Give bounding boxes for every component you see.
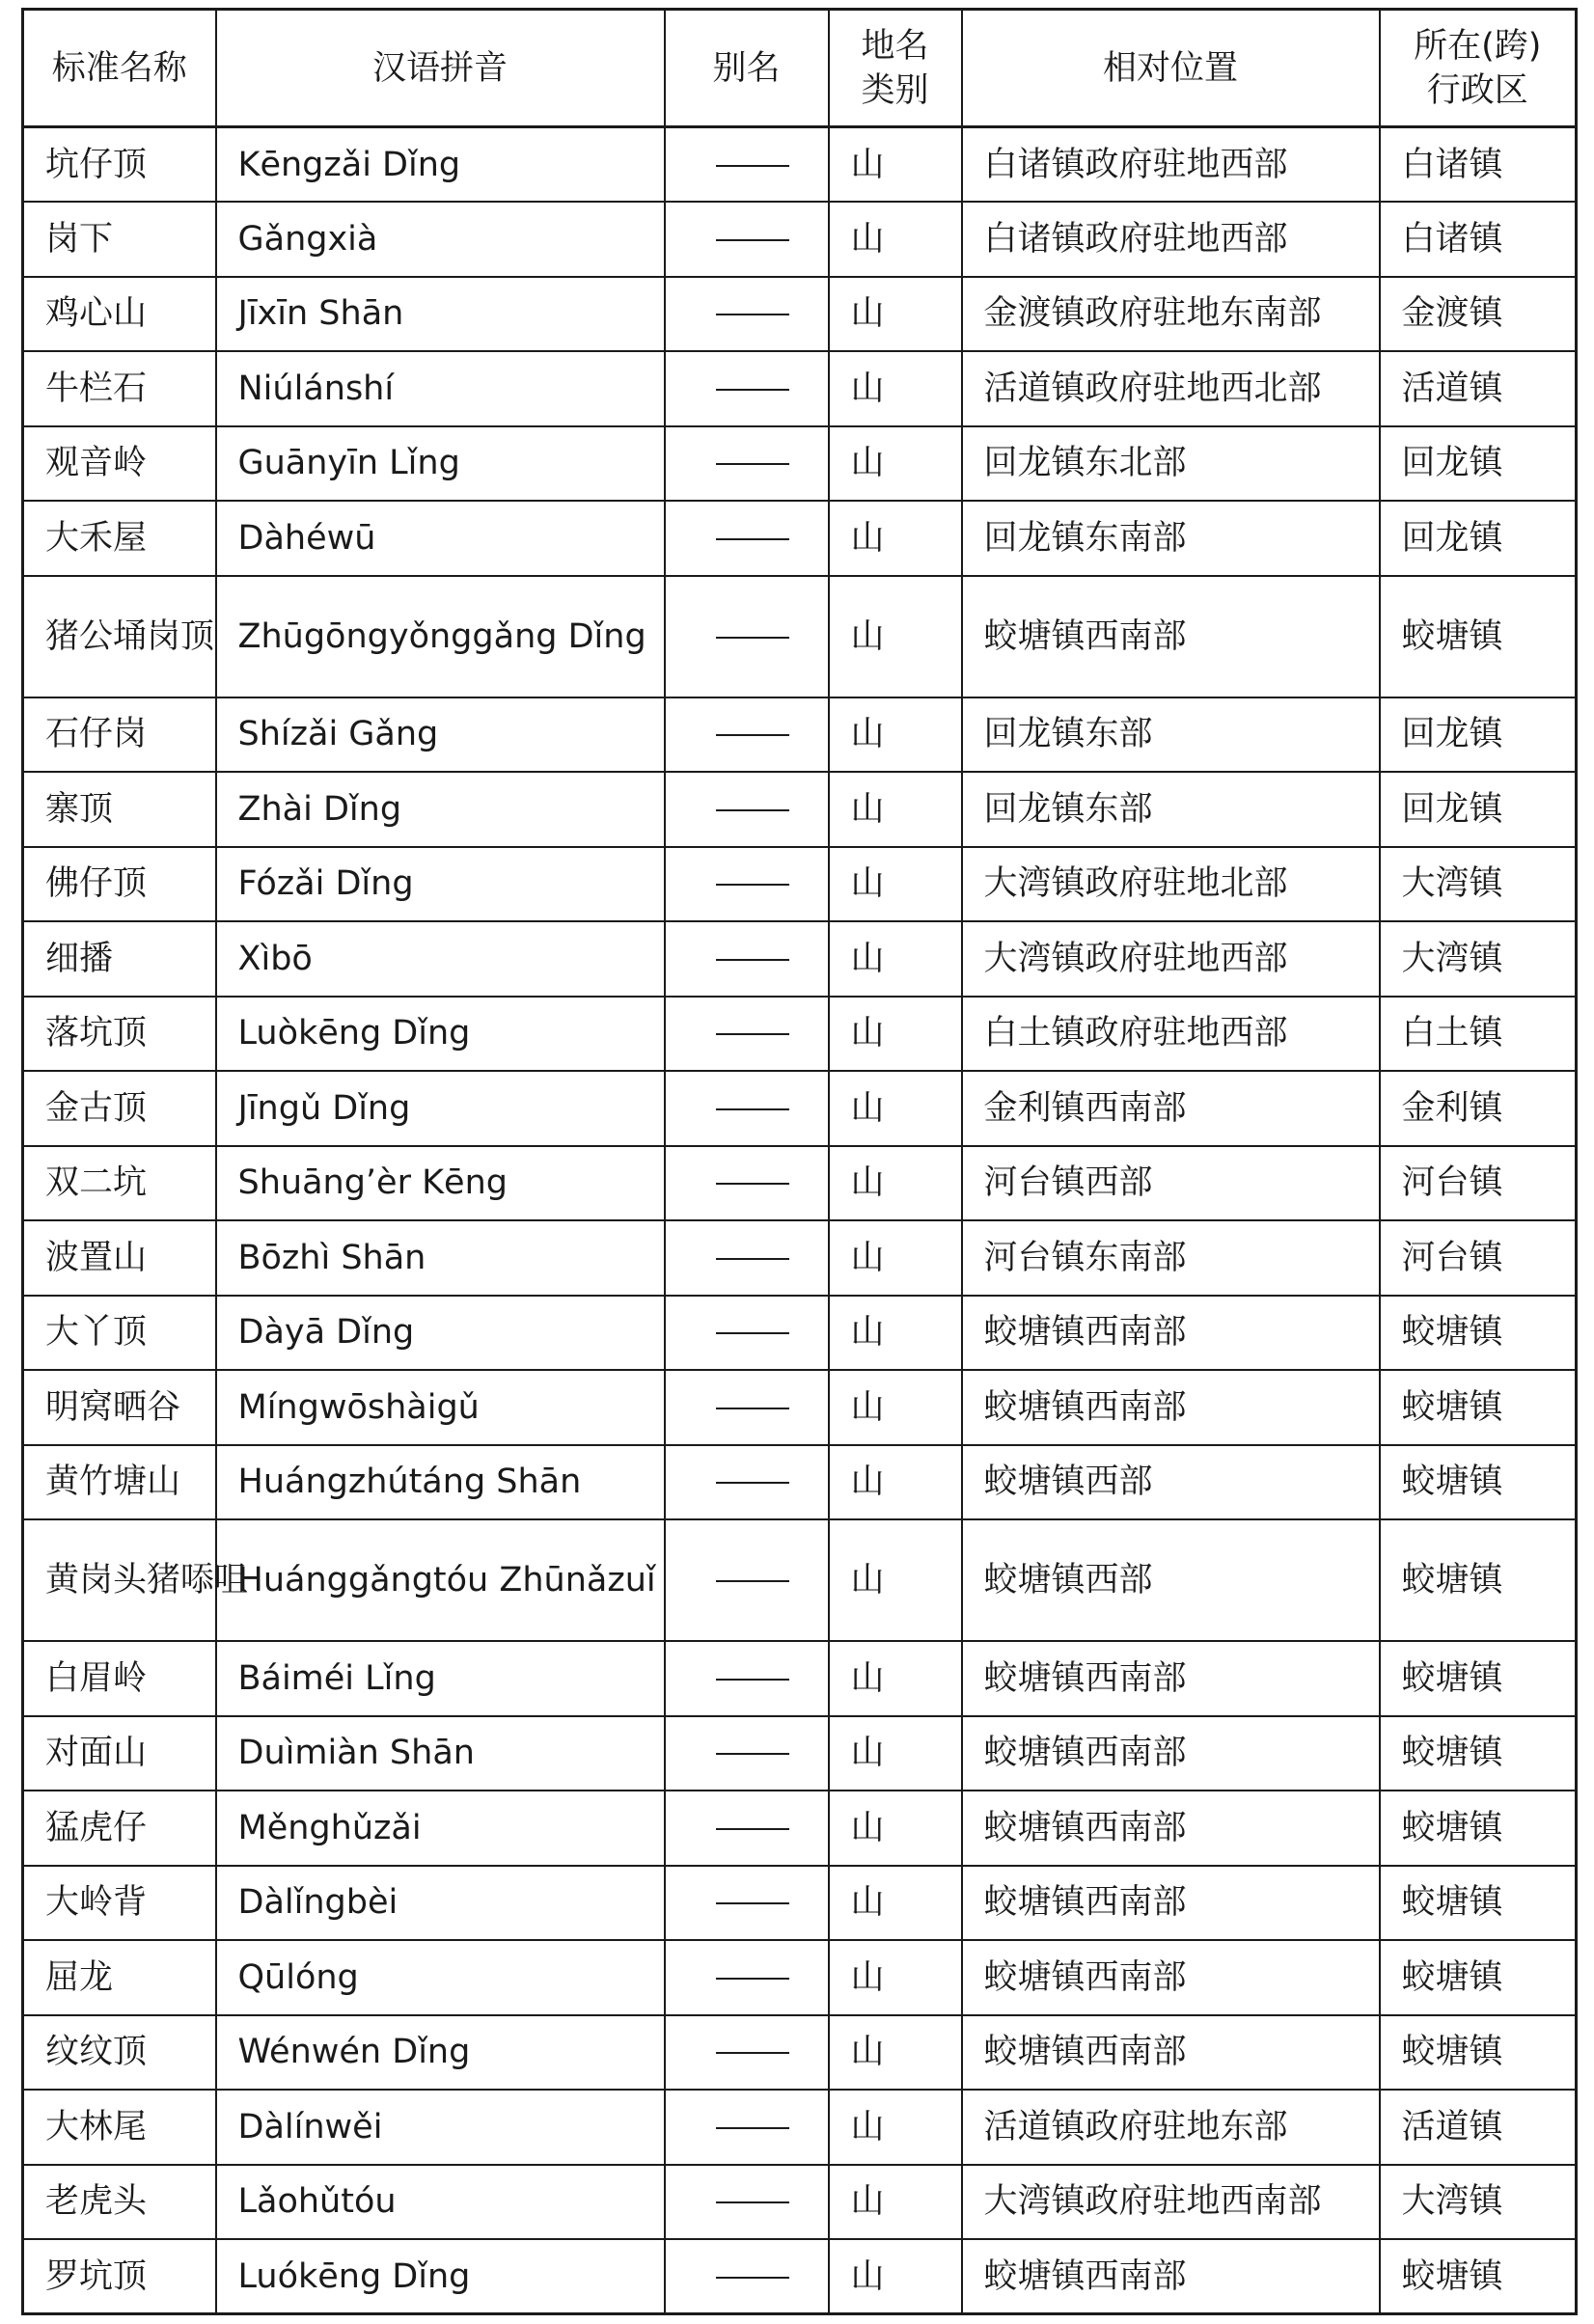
cell-admin: 大湾镇	[1380, 847, 1577, 922]
cell-standard-name: 白眉岭	[23, 1641, 216, 1716]
alias-dash	[716, 2052, 789, 2054]
place-name-table	[21, 8, 1578, 2315]
cell-standard-name: 老虎头	[23, 2165, 216, 2240]
cell-pinyin: Qūlóng	[216, 1940, 665, 2015]
cell-type: 山	[829, 277, 962, 352]
cell-type: 山	[829, 1071, 962, 1146]
cell-standard-name: 金古顶	[23, 1071, 216, 1146]
table-row	[23, 697, 1577, 773]
cell-type: 山	[829, 1940, 962, 2015]
cell-admin: 活道镇	[1380, 2090, 1577, 2165]
cell-standard-name: 观音岭	[23, 426, 216, 502]
alias-dash	[716, 2127, 789, 2129]
cell-type: 山	[829, 1866, 962, 1941]
cell-pinyin: Guānyīn Lǐng	[216, 426, 665, 502]
cell-pinyin: Jīngǔ Dǐng	[216, 1071, 665, 1146]
cell-pinyin: Dàyā Dǐng	[216, 1296, 665, 1371]
alias-dash	[716, 1978, 789, 1980]
cell-standard-name: 佛仔顶	[23, 847, 216, 922]
table-body	[23, 127, 1577, 2314]
cell-admin: 白诸镇	[1380, 202, 1577, 277]
cell-standard-name: 大丫顶	[23, 1296, 216, 1371]
alias-dash	[716, 1828, 789, 1830]
alias-dash	[716, 538, 789, 540]
cell-pinyin: Dàlǐngbèi	[216, 1866, 665, 1941]
cell-pinyin: Xìbō	[216, 921, 665, 997]
cell-alias	[665, 997, 829, 1072]
cell-position: 大湾镇政府驻地北部	[962, 847, 1380, 922]
cell-admin: 活道镇	[1380, 351, 1577, 426]
cell-standard-name: 猪公埇岗顶	[23, 576, 216, 697]
cell-alias	[665, 501, 829, 576]
cell-position: 蛟塘镇西部	[962, 1519, 1380, 1641]
table-row	[23, 1220, 1577, 1296]
cell-standard-name: 对面山	[23, 1716, 216, 1791]
cell-type: 山	[829, 1519, 962, 1641]
table-row	[23, 2165, 1577, 2240]
cell-alias	[665, 847, 829, 922]
header-admin-line2: 行政区	[1426, 70, 1528, 110]
cell-standard-name: 石仔岗	[23, 697, 216, 773]
alias-dash	[716, 637, 789, 639]
cell-position: 回龙镇东北部	[962, 426, 1380, 502]
cell-standard-name: 寨顶	[23, 772, 216, 847]
table-row	[23, 1519, 1577, 1641]
cell-position: 白土镇政府驻地西部	[962, 997, 1380, 1072]
cell-type: 山	[829, 2015, 962, 2091]
cell-admin: 河台镇	[1380, 1146, 1577, 1221]
cell-pinyin: Zhài Dǐng	[216, 772, 665, 847]
cell-alias	[665, 1716, 829, 1791]
table-row	[23, 2015, 1577, 2091]
cell-standard-name: 黄岗头猪㖭咀	[23, 1519, 216, 1641]
alias-dash	[716, 884, 789, 886]
cell-pinyin: Lǎohǔtóu	[216, 2165, 665, 2240]
cell-position: 蛟塘镇西南部	[962, 2015, 1380, 2091]
cell-admin: 白诸镇	[1380, 127, 1577, 203]
alias-dash	[716, 2201, 789, 2203]
cell-admin: 河台镇	[1380, 1220, 1577, 1296]
cell-type: 山	[829, 1716, 962, 1791]
cell-position: 回龙镇东部	[962, 772, 1380, 847]
cell-pinyin: Bōzhì Shān	[216, 1220, 665, 1296]
cell-alias	[665, 351, 829, 426]
cell-admin: 蛟塘镇	[1380, 576, 1577, 697]
alias-dash	[716, 389, 789, 391]
table-row	[23, 1641, 1577, 1716]
cell-position: 蛟塘镇西部	[962, 1445, 1380, 1520]
cell-pinyin: Niúlánshí	[216, 351, 665, 426]
cell-pinyin: Wénwén Dǐng	[216, 2015, 665, 2091]
table-row	[23, 1370, 1577, 1445]
cell-alias	[665, 697, 829, 773]
cell-pinyin: Fózǎi Dǐng	[216, 847, 665, 922]
cell-alias	[665, 1641, 829, 1716]
alias-dash	[716, 2277, 789, 2279]
cell-type: 山	[829, 772, 962, 847]
cell-pinyin: Kēngzǎi Dǐng	[216, 127, 665, 203]
alias-dash	[716, 1482, 789, 1484]
table-row	[23, 1445, 1577, 1520]
cell-position: 蛟塘镇西南部	[962, 1716, 1380, 1791]
cell-position: 活道镇政府驻地东部	[962, 2090, 1380, 2165]
cell-type: 山	[829, 202, 962, 277]
cell-alias	[665, 1940, 829, 2015]
cell-position: 回龙镇东部	[962, 697, 1380, 773]
cell-position: 金利镇西南部	[962, 1071, 1380, 1146]
cell-type: 山	[829, 1370, 962, 1445]
header-type-line1: 地名	[861, 26, 929, 66]
cell-pinyin: Huánggǎngtóu Zhūnǎzuǐ	[216, 1519, 665, 1641]
cell-alias	[665, 2015, 829, 2091]
alias-dash	[716, 1258, 789, 1260]
alias-dash	[716, 1033, 789, 1035]
alias-dash	[716, 959, 789, 961]
cell-admin: 回龙镇	[1380, 501, 1577, 576]
cell-type: 山	[829, 1791, 962, 1866]
alias-dash	[716, 734, 789, 736]
cell-alias	[665, 1370, 829, 1445]
table-row	[23, 426, 1577, 502]
cell-pinyin: Dàhéwū	[216, 501, 665, 576]
cell-type: 山	[829, 1445, 962, 1520]
cell-pinyin: Zhūgōngyǒnggǎng Dǐng	[216, 576, 665, 697]
cell-standard-name: 罗坑顶	[23, 2239, 216, 2314]
cell-standard-name: 纹纹顶	[23, 2015, 216, 2091]
cell-position: 蛟塘镇西南部	[962, 1296, 1380, 1371]
cell-position: 大湾镇政府驻地西部	[962, 921, 1380, 997]
cell-position: 蛟塘镇西南部	[962, 1370, 1380, 1445]
cell-standard-name: 大岭背	[23, 1866, 216, 1941]
cell-position: 大湾镇政府驻地西南部	[962, 2165, 1380, 2240]
cell-standard-name: 明窝晒谷	[23, 1370, 216, 1445]
cell-alias	[665, 2239, 829, 2314]
table-row	[23, 501, 1577, 576]
cell-standard-name: 鸡心山	[23, 277, 216, 352]
cell-admin: 大湾镇	[1380, 2165, 1577, 2240]
cell-standard-name: 猛虎仔	[23, 1791, 216, 1866]
cell-type: 山	[829, 426, 962, 502]
table-row	[23, 997, 1577, 1072]
cell-alias	[665, 576, 829, 697]
cell-position: 金渡镇政府驻地东南部	[962, 277, 1380, 352]
cell-type: 山	[829, 1296, 962, 1371]
cell-type: 山	[829, 1641, 962, 1716]
table-row	[23, 847, 1577, 922]
table-row	[23, 2239, 1577, 2314]
table-row	[23, 202, 1577, 277]
cell-standard-name: 大禾屋	[23, 501, 216, 576]
cell-alias	[665, 1220, 829, 1296]
cell-alias	[665, 1296, 829, 1371]
cell-position: 白诸镇政府驻地西部	[962, 202, 1380, 277]
alias-dash	[716, 1183, 789, 1185]
cell-admin: 回龙镇	[1380, 426, 1577, 502]
cell-admin: 蛟塘镇	[1380, 1791, 1577, 1866]
cell-standard-name: 细播	[23, 921, 216, 997]
cell-position: 河台镇东南部	[962, 1220, 1380, 1296]
cell-admin: 蛟塘镇	[1380, 1370, 1577, 1445]
cell-type: 山	[829, 847, 962, 922]
cell-standard-name: 屈龙	[23, 1940, 216, 2015]
table-row	[23, 1146, 1577, 1221]
cell-admin: 蛟塘镇	[1380, 1519, 1577, 1641]
cell-standard-name: 牛栏石	[23, 351, 216, 426]
table-row	[23, 351, 1577, 426]
cell-admin: 蛟塘镇	[1380, 1641, 1577, 1716]
cell-standard-name: 双二坑	[23, 1146, 216, 1221]
cell-pinyin: Duìmiàn Shān	[216, 1716, 665, 1791]
cell-alias	[665, 202, 829, 277]
header-admin-line1: 所在(跨)	[1414, 26, 1542, 66]
cell-standard-name: 岗下	[23, 202, 216, 277]
cell-position: 蛟塘镇西南部	[962, 1791, 1380, 1866]
alias-dash	[716, 1580, 789, 1582]
header-type-line2: 类别	[861, 70, 929, 110]
cell-admin: 大湾镇	[1380, 921, 1577, 997]
table-row	[23, 921, 1577, 997]
alias-dash	[716, 1753, 789, 1755]
cell-admin: 蛟塘镇	[1380, 1940, 1577, 2015]
cell-pinyin: Báiméi Lǐng	[216, 1641, 665, 1716]
cell-pinyin: Míngwōshàigǔ	[216, 1370, 665, 1445]
cell-position: 蛟塘镇西南部	[962, 1866, 1380, 1941]
cell-pinyin: Huángzhútáng Shān	[216, 1445, 665, 1520]
cell-admin: 蛟塘镇	[1380, 1296, 1577, 1371]
alias-dash	[716, 239, 789, 241]
header-standard-name: 标准名称	[23, 10, 216, 127]
cell-position: 蛟塘镇西南部	[962, 2239, 1380, 2314]
table-row	[23, 1940, 1577, 2015]
header-admin	[1380, 10, 1577, 127]
cell-standard-name: 落坑顶	[23, 997, 216, 1072]
cell-admin: 金利镇	[1380, 1071, 1577, 1146]
cell-type: 山	[829, 2239, 962, 2314]
header-row	[23, 10, 1577, 127]
cell-type: 山	[829, 997, 962, 1072]
cell-position: 蛟塘镇西南部	[962, 1940, 1380, 2015]
table-row	[23, 576, 1577, 697]
cell-admin: 蛟塘镇	[1380, 1716, 1577, 1791]
cell-admin: 金渡镇	[1380, 277, 1577, 352]
alias-dash	[716, 1108, 789, 1110]
cell-alias	[665, 1445, 829, 1520]
alias-dash	[716, 463, 789, 465]
cell-alias	[665, 921, 829, 997]
alias-dash	[716, 1408, 789, 1409]
cell-pinyin: Luòkēng Dǐng	[216, 997, 665, 1072]
cell-standard-name: 黄竹塘山	[23, 1445, 216, 1520]
cell-alias	[665, 1071, 829, 1146]
cell-type: 山	[829, 576, 962, 697]
cell-type: 山	[829, 921, 962, 997]
gazetteer-page	[21, 8, 1575, 2315]
cell-position: 蛟塘镇西南部	[962, 576, 1380, 697]
cell-admin: 蛟塘镇	[1380, 1445, 1577, 1520]
table-row	[23, 2090, 1577, 2165]
cell-alias	[665, 2090, 829, 2165]
cell-alias	[665, 2165, 829, 2240]
cell-type: 山	[829, 1146, 962, 1221]
cell-alias	[665, 1519, 829, 1641]
alias-dash	[716, 809, 789, 811]
alias-dash	[716, 165, 789, 167]
cell-alias	[665, 277, 829, 352]
cell-type: 山	[829, 2090, 962, 2165]
cell-admin: 回龙镇	[1380, 772, 1577, 847]
cell-admin: 白土镇	[1380, 997, 1577, 1072]
cell-pinyin: Luókēng Dǐng	[216, 2239, 665, 2314]
cell-type: 山	[829, 351, 962, 426]
cell-type: 山	[829, 501, 962, 576]
cell-alias	[665, 1866, 829, 1941]
table-row	[23, 1716, 1577, 1791]
alias-dash	[716, 1332, 789, 1334]
table-row	[23, 1071, 1577, 1146]
cell-type: 山	[829, 2165, 962, 2240]
header-pinyin: 汉语拼音	[216, 10, 665, 127]
cell-position: 回龙镇东南部	[962, 501, 1380, 576]
cell-alias	[665, 127, 829, 203]
cell-pinyin: Gǎngxià	[216, 202, 665, 277]
table-row	[23, 1791, 1577, 1866]
alias-dash	[716, 1679, 789, 1681]
cell-pinyin: Shízǎi Gǎng	[216, 697, 665, 773]
cell-position: 活道镇政府驻地西北部	[962, 351, 1380, 426]
alias-dash	[716, 1902, 789, 1904]
cell-type: 山	[829, 127, 962, 203]
cell-pinyin: Dàlínwěi	[216, 2090, 665, 2165]
cell-position: 白诸镇政府驻地西部	[962, 127, 1380, 203]
cell-admin: 蛟塘镇	[1380, 1866, 1577, 1941]
header-position: 相对位置	[962, 10, 1380, 127]
table-row	[23, 277, 1577, 352]
header-type	[829, 10, 962, 127]
cell-admin: 蛟塘镇	[1380, 2239, 1577, 2314]
cell-standard-name: 大林尾	[23, 2090, 216, 2165]
cell-standard-name: 波置山	[23, 1220, 216, 1296]
cell-position: 河台镇西部	[962, 1146, 1380, 1221]
cell-type: 山	[829, 1220, 962, 1296]
table-row	[23, 1866, 1577, 1941]
cell-admin: 蛟塘镇	[1380, 2015, 1577, 2091]
cell-alias	[665, 1146, 829, 1221]
cell-pinyin: Měnghǔzǎi	[216, 1791, 665, 1866]
cell-pinyin: Shuāng’èr Kēng	[216, 1146, 665, 1221]
header-alias: 别名	[665, 10, 829, 127]
alias-dash	[716, 314, 789, 315]
table-row	[23, 1296, 1577, 1371]
table-row	[23, 772, 1577, 847]
cell-alias	[665, 1791, 829, 1866]
cell-position: 蛟塘镇西南部	[962, 1641, 1380, 1716]
cell-alias	[665, 772, 829, 847]
cell-pinyin: Jīxīn Shān	[216, 277, 665, 352]
cell-admin: 回龙镇	[1380, 697, 1577, 773]
cell-alias	[665, 426, 829, 502]
cell-standard-name: 坑仔顶	[23, 127, 216, 203]
table-row	[23, 127, 1577, 203]
cell-type: 山	[829, 697, 962, 773]
table-header	[23, 10, 1577, 127]
